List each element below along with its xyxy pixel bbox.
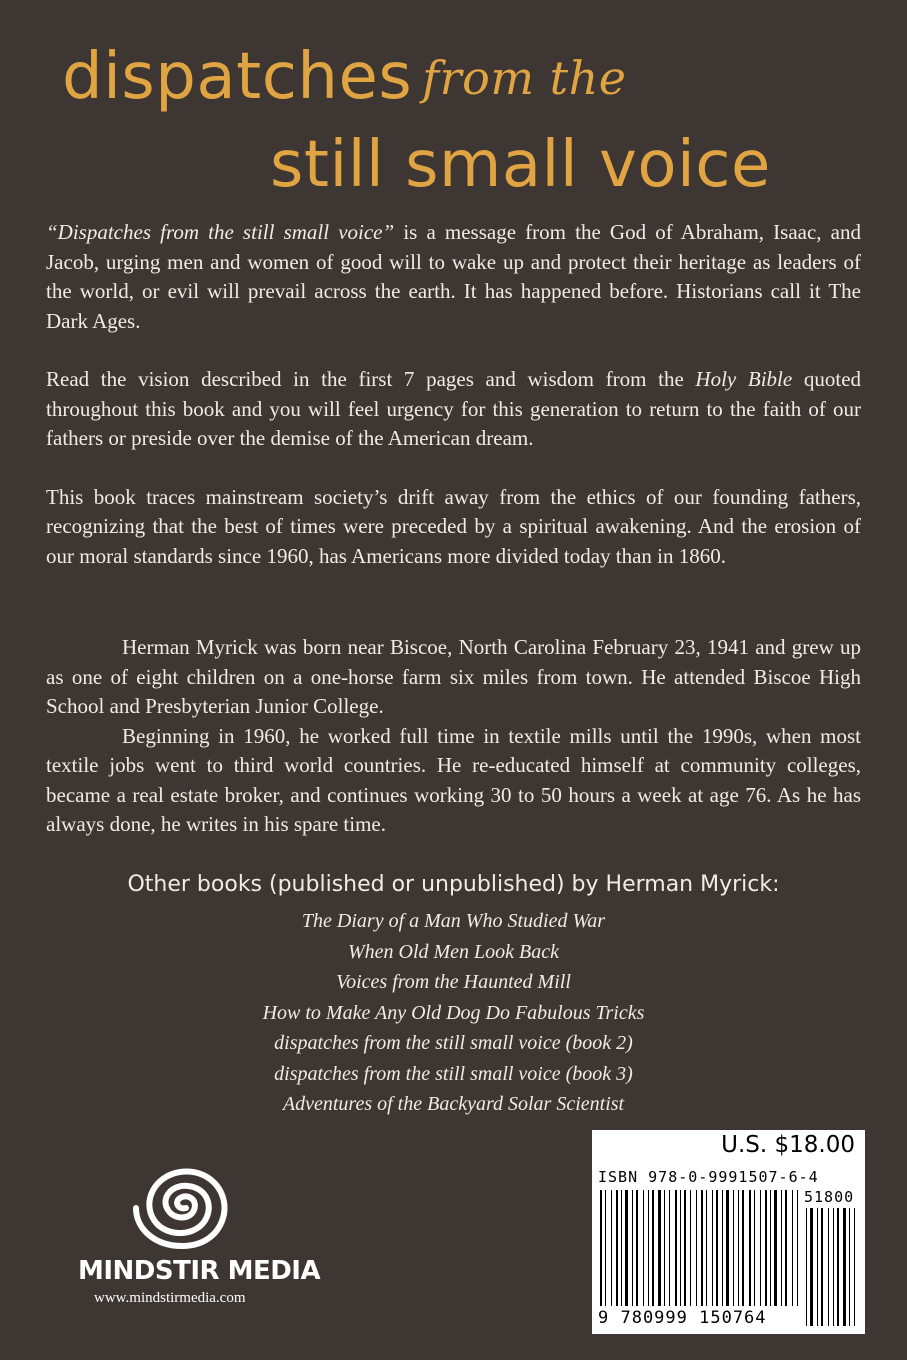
description-paragraph-1-text: is a message from the God of Abraham, Isaac, and Jacob, urging men and women of good will to wake up and protect their heritage as leaders of the world, or evil will prevail across the earth. It has happened before. Historians call it The Dark Ages.	[46, 220, 861, 333]
price-label: U.S. $18.00	[721, 1132, 855, 1158]
publisher-name: MINDSTIR MEDIA	[78, 1256, 321, 1286]
title-word-from-the: from the	[422, 51, 627, 105]
price-code-label: 51800	[804, 1188, 855, 1206]
other-books-list	[0, 906, 907, 1120]
description-paragraph-3: This book traces mainstream society’s drift away from the ethics of our founding fathers, recognizing that the best of times were preceded by a spiritual awakening. And the erosion of our moral standards since 1960, has Americans more divided today than in 1860.	[46, 484, 861, 568]
other-books-heading: Other books (published or unpublished) by Herman Myrick:	[127, 872, 780, 897]
book-title: Adventures of the Backyard Solar Scientist	[282, 1093, 625, 1115]
description-block	[46, 218, 861, 600]
title-word-dispatches: dispatches	[62, 40, 413, 114]
spiral-icon	[128, 1160, 240, 1257]
quoted-book-title: “Dispatches from the still small voice”	[46, 220, 395, 244]
book-title: dispatches from the still small voice (book 3)	[274, 1062, 633, 1085]
description-paragraph-2-end: quoted throughout this book and you will feel urgency for this generation to return to the faith of our fathers or preside over the demise of the American dream.	[46, 367, 862, 450]
cover-title-line-2: still small voice	[270, 128, 771, 202]
cover-title-line-1	[62, 40, 626, 114]
book-title: When Old Men Look Back	[347, 940, 560, 963]
author-bio-paragraph-1: Herman Myrick was born near Biscoe, North Carolina February 23, 1941 and grew up as one of eight children on a one-horse farm six miles from town. He attended Biscoe High School and Presbyterian Junior College.	[46, 635, 861, 718]
description-paragraph-1	[46, 218, 861, 336]
barcode-digits: 9 780999 150764	[598, 1308, 767, 1328]
description-paragraph-2-start: Read the vision described in the first 7 pages and wisdom from the	[46, 367, 696, 391]
description-paragraph-2	[46, 365, 861, 454]
book-title: The Diary of a Man Who Studied War	[301, 910, 606, 932]
isbn-label: ISBN 978-0-9991507-6-4	[598, 1168, 819, 1186]
author-bio-paragraph-2: Beginning in 1960, he worked full time in textile mills until the 1990s, when most textile jobs went to third world countries. He re-educated himself at community colleges, became a real estate broker, and continues working 30 to 50 hours a week at age 76. As he has always done, he writes in his spare time.	[46, 723, 861, 836]
publisher-url: www.mindstirmedia.com	[94, 1290, 246, 1306]
holy-bible-text: Holy Bible	[695, 367, 793, 391]
author-bio	[46, 633, 861, 840]
barcode-bars	[592, 1130, 865, 1334]
book-title: dispatches from the still small voice (book 2)	[274, 1032, 633, 1054]
book-title: Voices from the Haunted Mill	[336, 971, 571, 993]
book-title: How to Make Any Old Dog Do Fabulous Tricks	[262, 1001, 645, 1024]
barcode-panel	[592, 1130, 865, 1334]
